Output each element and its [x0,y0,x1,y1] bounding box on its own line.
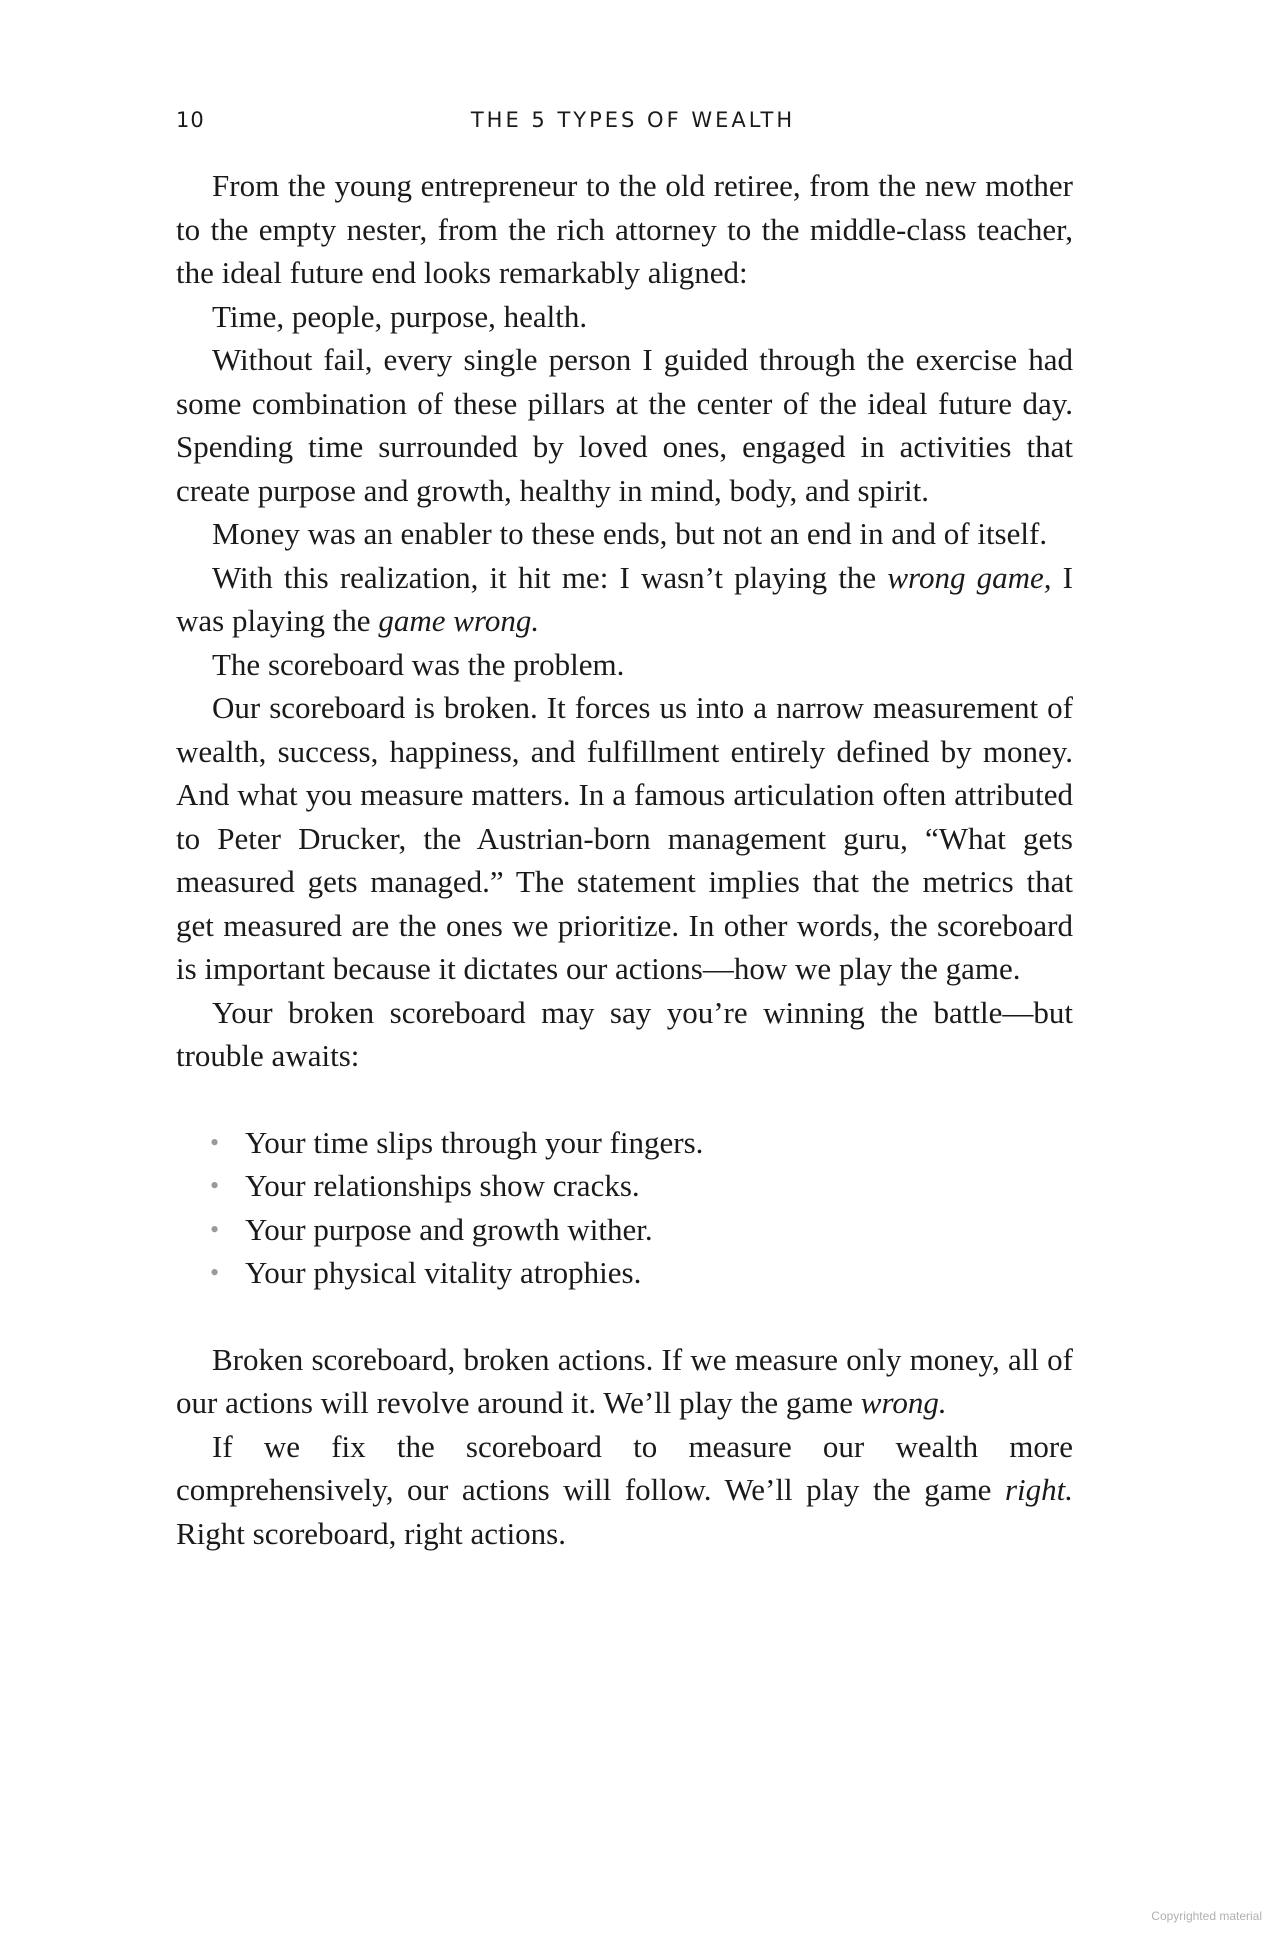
text-span: With this realization, it hit me: I wasn’t playing the [212,559,888,595]
paragraph: From the young entrepreneur to the old retiree, from the new mother to the empty nester, from the rich attorney to the middle-class teacher, the ideal future end looks remarkably aligned: [176,168,1073,290]
paragraph: Time, people, purpose, health. [212,298,588,334]
bullet-icon: • [210,1214,220,1244]
paragraph: Our scoreboard is broken. It forces us into a narrow measurement of wealth, success, happiness, and fulfillment entirely defined by money. And what you measure matters. In a famous articulation often attributed to Peter Drucker, the Austrian-born management guru, “What gets measured gets managed.” The statement implies that the metrics that get measured are the ones we prioritize. In other words, the scoreboard is important because it dictates our actions—how we play the game. [176,690,1073,986]
list-item [176,1208,1073,1252]
paragraph: The scoreboard was the problem. [212,646,625,682]
bullet-icon: • [210,1171,220,1200]
paragraph [176,1338,1073,1425]
running-head: THE 5 TYPES OF WEALTH [470,108,796,132]
list-item-text: Your time slips through your fingers. [245,1124,704,1160]
list-item-text: Your purpose and growth wither. [245,1211,653,1247]
bullet-icon: • [210,1127,220,1157]
emphasis: game wrong. [378,603,540,638]
emphasis: wrong. [860,1385,947,1420]
text-span: If we fix the scoreboard to measure our wealth more comprehensively, our actions will follow. We’ll play the game [176,1428,1073,1507]
text-span: Right scoreboard, right actions. [176,1515,566,1551]
paragraph: Your broken scoreboard may say you’re winning the battle—but trouble awaits: [176,994,1073,1073]
paragraph: Without fail, every single person I guided through the exercise had some combination of these pillars at the center of the ideal future day. Spending time surrounded by loved ones, engaged in activities that create purpose and growth, healthy in mind, body, and spirit. [176,342,1073,508]
list-item [176,1251,1073,1295]
text-span: Broken scoreboard, broken actions. If we measure only money, all of our actions will revolve around it. We’ll play the game [176,1341,1073,1420]
list-item [176,1121,1073,1165]
emphasis: right. [1004,1472,1073,1507]
bullet-icon: • [210,1258,220,1287]
text-span: I was playing the [176,559,1073,638]
page-number: 10 [176,108,205,132]
list-item-text: Your physical vitality atrophies. [245,1255,642,1290]
list-item [176,1164,1073,1208]
body-text [176,164,1073,1555]
list-item-text: Your relationships show cracks. [245,1168,640,1203]
copyright-notice: Copyrighted material [1151,1909,1262,1923]
paragraph [176,556,1073,643]
paragraph: Money was an enabler to these ends, but not an end in and of itself. [212,516,1048,551]
paragraph [176,1425,1073,1556]
emphasis: wrong game, [887,559,1052,595]
bullet-list [176,1121,1073,1295]
